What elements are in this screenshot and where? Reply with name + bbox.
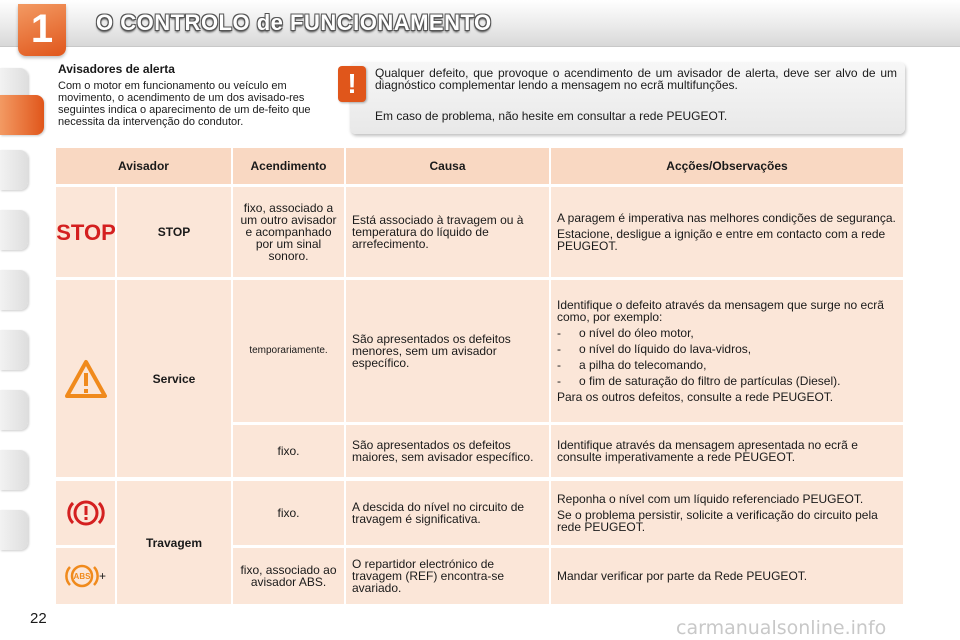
travagem-accoes-2-text: Mandar verificar por parte da Rede PEUGEOT. <box>557 569 808 583</box>
stop-icon <box>55 219 116 245</box>
service-causa-1 <box>346 280 549 422</box>
travagem-accao-1: Reponha o nível com um líquido referenciado PEUGEOT. <box>557 492 864 506</box>
side-chapter-tabs <box>0 60 30 580</box>
service-icon-cell <box>56 280 115 477</box>
travagem-causa-2-text: O repartidor electrónico de travagem (REF) encontra-se avariado. <box>352 557 505 595</box>
service-causa-1-text: São apresentados os defeitos menores, sem um avisador específico. <box>352 332 511 370</box>
travagem-name: Travagem <box>117 481 231 604</box>
service-accoes-2 <box>551 425 903 477</box>
side-tab-active[interactable] <box>0 95 44 135</box>
stop-icon-text: STOP <box>55 220 116 245</box>
travagem-accao-2: Se o problema persistir, solicite a verificação do circuito pela rede PEUGEOT. <box>557 508 878 534</box>
stop-causa-text: Está associado à travagem ou à temperatura do líquido de arrefecimento. <box>352 213 524 251</box>
stop-accao-2: Estacione, desligue a ignição e entre em contacto com a rede PEUGEOT. <box>557 227 886 253</box>
service-accoes-intro: Identifique o defeito através da mensagem que surge no ecrã como, por exemplo: <box>557 298 884 324</box>
abs-icon-cell <box>56 548 115 604</box>
service-causa-2-text: São apresentados os defeitos maiores, sem avisador específico. <box>352 438 534 464</box>
list-item: - o nível do líquido do lava-vidros, <box>557 342 752 356</box>
side-tab[interactable] <box>0 150 28 190</box>
stop-icon-cell <box>56 187 115 277</box>
side-tab[interactable] <box>0 450 28 490</box>
header-causa: Causa <box>346 148 549 184</box>
plus-sign: + <box>98 569 106 583</box>
stop-accoes <box>551 187 903 277</box>
travagem-causa-2 <box>346 548 549 604</box>
alert-paragraph-2: Em caso de problema, não hesite em consultar a rede PEUGEOT. <box>375 109 728 123</box>
side-tab[interactable] <box>0 390 28 430</box>
brake-warning-icon <box>66 497 106 529</box>
side-tab[interactable] <box>0 510 28 550</box>
service-name: Service <box>117 280 231 477</box>
side-tab[interactable] <box>0 270 28 310</box>
service-acendimento-2: fixo. <box>233 425 344 477</box>
warning-triangle-icon <box>64 359 108 399</box>
section-heading: Avisadores de alerta <box>58 62 175 76</box>
service-accoes-outro: Para os outros defeitos, consulte a rede PEUGEOT. <box>557 390 834 404</box>
stop-acendimento: fixo, associado a um outro avisador e acompanhado por um sinal sonoro. <box>233 187 344 277</box>
list-item: - o fim de saturação do filtro de partículas (Diesel). <box>557 374 841 388</box>
header-accoes: Acções/Observações <box>551 148 903 184</box>
abs-icon <box>65 562 99 590</box>
page-header <box>0 0 960 50</box>
header-acendimento: Acendimento <box>233 148 344 184</box>
chapter-number: 1 <box>18 4 66 56</box>
travagem-causa-1 <box>346 481 549 545</box>
travagem-accoes-2 <box>551 548 903 604</box>
side-tab[interactable] <box>0 330 28 370</box>
abs-icon-text: ABS <box>73 572 91 581</box>
travagem-causa-1-text: A descida do nível no circuito de travagem é significativa. <box>352 500 525 526</box>
list-item: - a pilha do telecomando, <box>557 358 707 372</box>
intro-paragraph: Com o motor em funcionamento ou veículo em movimento, o acendimento de um dos avisado-res seguintes indica o aparecimento de um de-feito que necessita da intervenção do condutor. <box>58 80 311 128</box>
list-item: - o nível do óleo motor, <box>557 326 694 340</box>
brake-icon-cell <box>56 481 115 545</box>
service-accoes-2-text: Identifique através da mensagem apresentada no ecrã e consulte imperativamente a rede PEUGEOT. <box>557 438 858 464</box>
service-acendimento-1: temporariamente. <box>233 280 344 422</box>
travagem-acendimento-2: fixo, associado ao avisador ABS. <box>233 548 344 604</box>
alert-paragraph-1: Qualquer defeito, que provoque o acendimento de um avisador de alerta, deve ser alvo de um diagnóstico complementar lendo a mensagem no ecrã multifunções. <box>375 66 897 92</box>
service-causa-2 <box>346 425 549 477</box>
header-avisador: Avisador <box>56 148 231 184</box>
page-number: 22 <box>30 610 47 627</box>
travagem-accoes-1 <box>551 481 903 545</box>
stop-name: STOP <box>117 187 231 277</box>
stop-causa <box>346 187 549 277</box>
travagem-acendimento-1: fixo. <box>233 481 344 545</box>
service-accoes-1 <box>551 280 903 422</box>
watermark: carmanualsonline.info <box>676 617 887 639</box>
exclamation-icon: ! <box>338 66 366 102</box>
page-title: O CONTROLO de FUNCIONAMENTO <box>96 10 492 35</box>
side-tab[interactable] <box>0 210 28 250</box>
stop-accao-1: A paragem é imperativa nas melhores condições de segurança. <box>557 211 896 225</box>
